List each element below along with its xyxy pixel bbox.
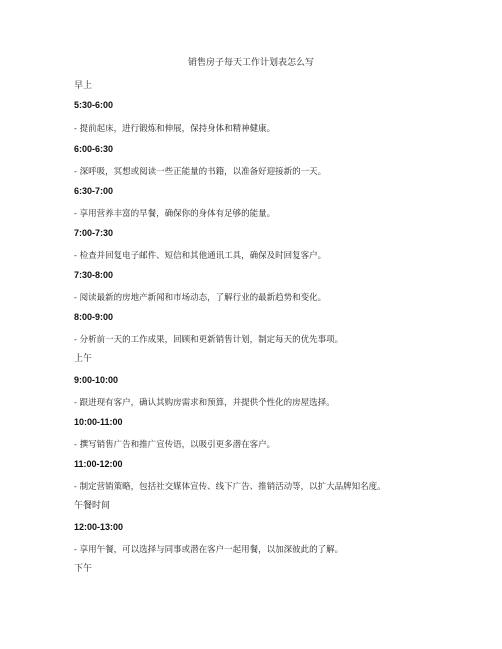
section-heading-forenoon: 上午	[74, 354, 93, 364]
section-heading-morning: 早上	[74, 81, 93, 91]
task-description: - 跟进现有客户，确认其购房需求和预算，并提供个性化的房屋选择。	[74, 398, 335, 408]
task-description: - 分析前一天的工作成果，回顾和更新销售计划，制定每天的优先事项。	[74, 335, 344, 345]
time-slot: 5:30-6:00	[74, 100, 114, 110]
time-slot: 10:00-11:00	[74, 417, 123, 427]
task-description: - 享用午餐，可以选择与同事或潜在客户一起用餐，以加深彼此的了解。	[74, 545, 344, 555]
task-description: - 享用营养丰富的早餐，确保你的身体有足够的能量。	[74, 209, 276, 219]
task-description: - 检查并回复电子邮件、短信和其他通讯工具，确保及时回复客户。	[74, 251, 327, 261]
task-description: - 深呼吸，冥想或阅读一些正能量的书籍，以准备好迎接新的一天。	[74, 167, 327, 177]
section-heading-lunch: 午餐时间	[74, 501, 111, 511]
time-slot: 11:00-12:00	[74, 459, 123, 469]
time-slot: 9:00-10:00	[74, 375, 119, 385]
task-description: - 撰写销售广告和推广宣传语，以吸引更多潜在客户。	[74, 440, 276, 450]
time-slot: 8:00-9:00	[74, 312, 114, 322]
section-heading-afternoon: 下午	[74, 564, 93, 574]
time-slot: 6:30-7:00	[74, 186, 114, 196]
task-description: - 阅读最新的房地产新闻和市场动态，了解行业的最新趋势和变化。	[74, 293, 327, 303]
time-slot: 12:00-13:00	[74, 522, 124, 532]
time-slot: 7:30-8:00	[74, 270, 114, 280]
task-description: - 制定营销策略，包括社交媒体宣传、线下广告、推销活动等，以扩大品牌知名度。	[74, 482, 386, 492]
time-slot: 6:00-6:30	[74, 144, 114, 154]
document-title: 销售房子每天工作计划表怎么写	[187, 58, 314, 68]
task-description: - 提前起床，进行锻炼和伸展，保持身体和精神健康。	[74, 124, 276, 134]
time-slot: 7:00-7:30	[74, 228, 114, 238]
